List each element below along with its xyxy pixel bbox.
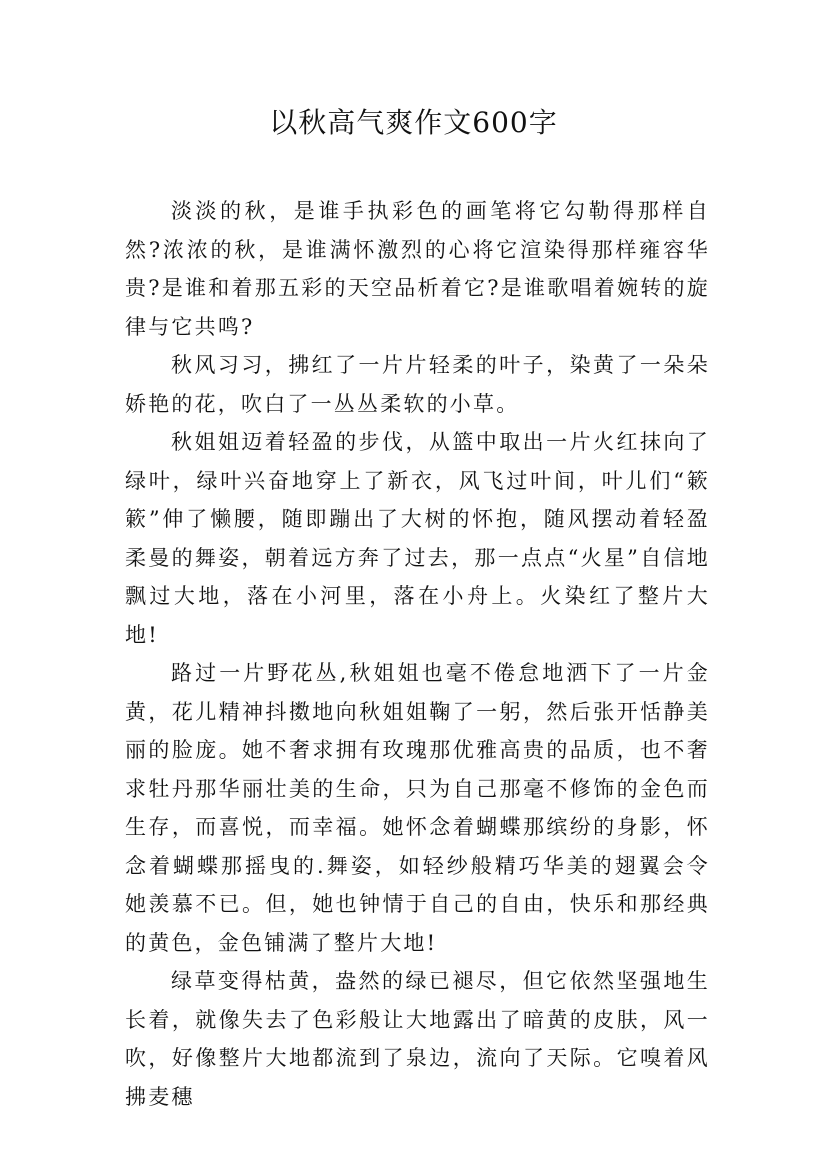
page-title: 以秋高气爽作文600字 [269,106,558,139]
paragraph-5: 绿草变得枯黄，盎然的绿已褪尽，但它依然坚强地生长着，就像失去了色彩般让大地露出了暗黄的皮肤，风一吹，好像整片大地都流到了泉边，流向了天际。它嗅着风拂麦穗 [125,969,710,1109]
paragraph-4: 路过一片野花丛,秋姐姐也毫不倦怠地洒下了一片金黄，花儿精神抖擞地向秋姐姐鞠了一躬，然后张开恬静美丽的脸庞。她不奢求拥有玫瑰那优雅高贵的品质，也不奢求牡丹那华丽壮美的生命，只为自己那毫不修饰的金色而生存，而喜悦，而幸福。她怀念着蝴蝶那缤纷的身影，怀念着蝴蝶那摇曳的.舞姿，如轻纱般精巧华美的翅翼会令她羡慕不已。但，她也钟情于自己的自由，快乐和那经典的黄色，金色铺满了整片大地! [125,661,710,955]
paragraph-3: 秋姐姐迈着轻盈的步伐，从篮中取出一片火红抹向了绿叶，绿叶兴奋地穿上了新衣，风飞过叶间，叶儿们“簌簌”伸了懒腰，随即蹦出了大树的怀抱，随风摆动着轻盈柔曼的舞姿，朝着远方奔了过去，那一点点“火星”自信地飘过大地，落在小河里，落在小舟上。火染红了整片大地! [125,430,710,647]
paragraph-1: 淡淡的秋，是谁手执彩色的画笔将它勾勒得那样自然?浓浓的秋，是谁满怀激烈的心将它渲染得那样雍容华贵?是谁和着那五彩的天空品析着它?是谁歌唱着婉转的旋律与它共鸣? [125,199,710,339]
essay-body [125,192,710,1116]
paragraph-2: 秋风习习，拂红了一片片轻柔的叶子，染黄了一朵朵娇艳的花，吹白了一丛丛柔软的小草。 [125,353,710,416]
